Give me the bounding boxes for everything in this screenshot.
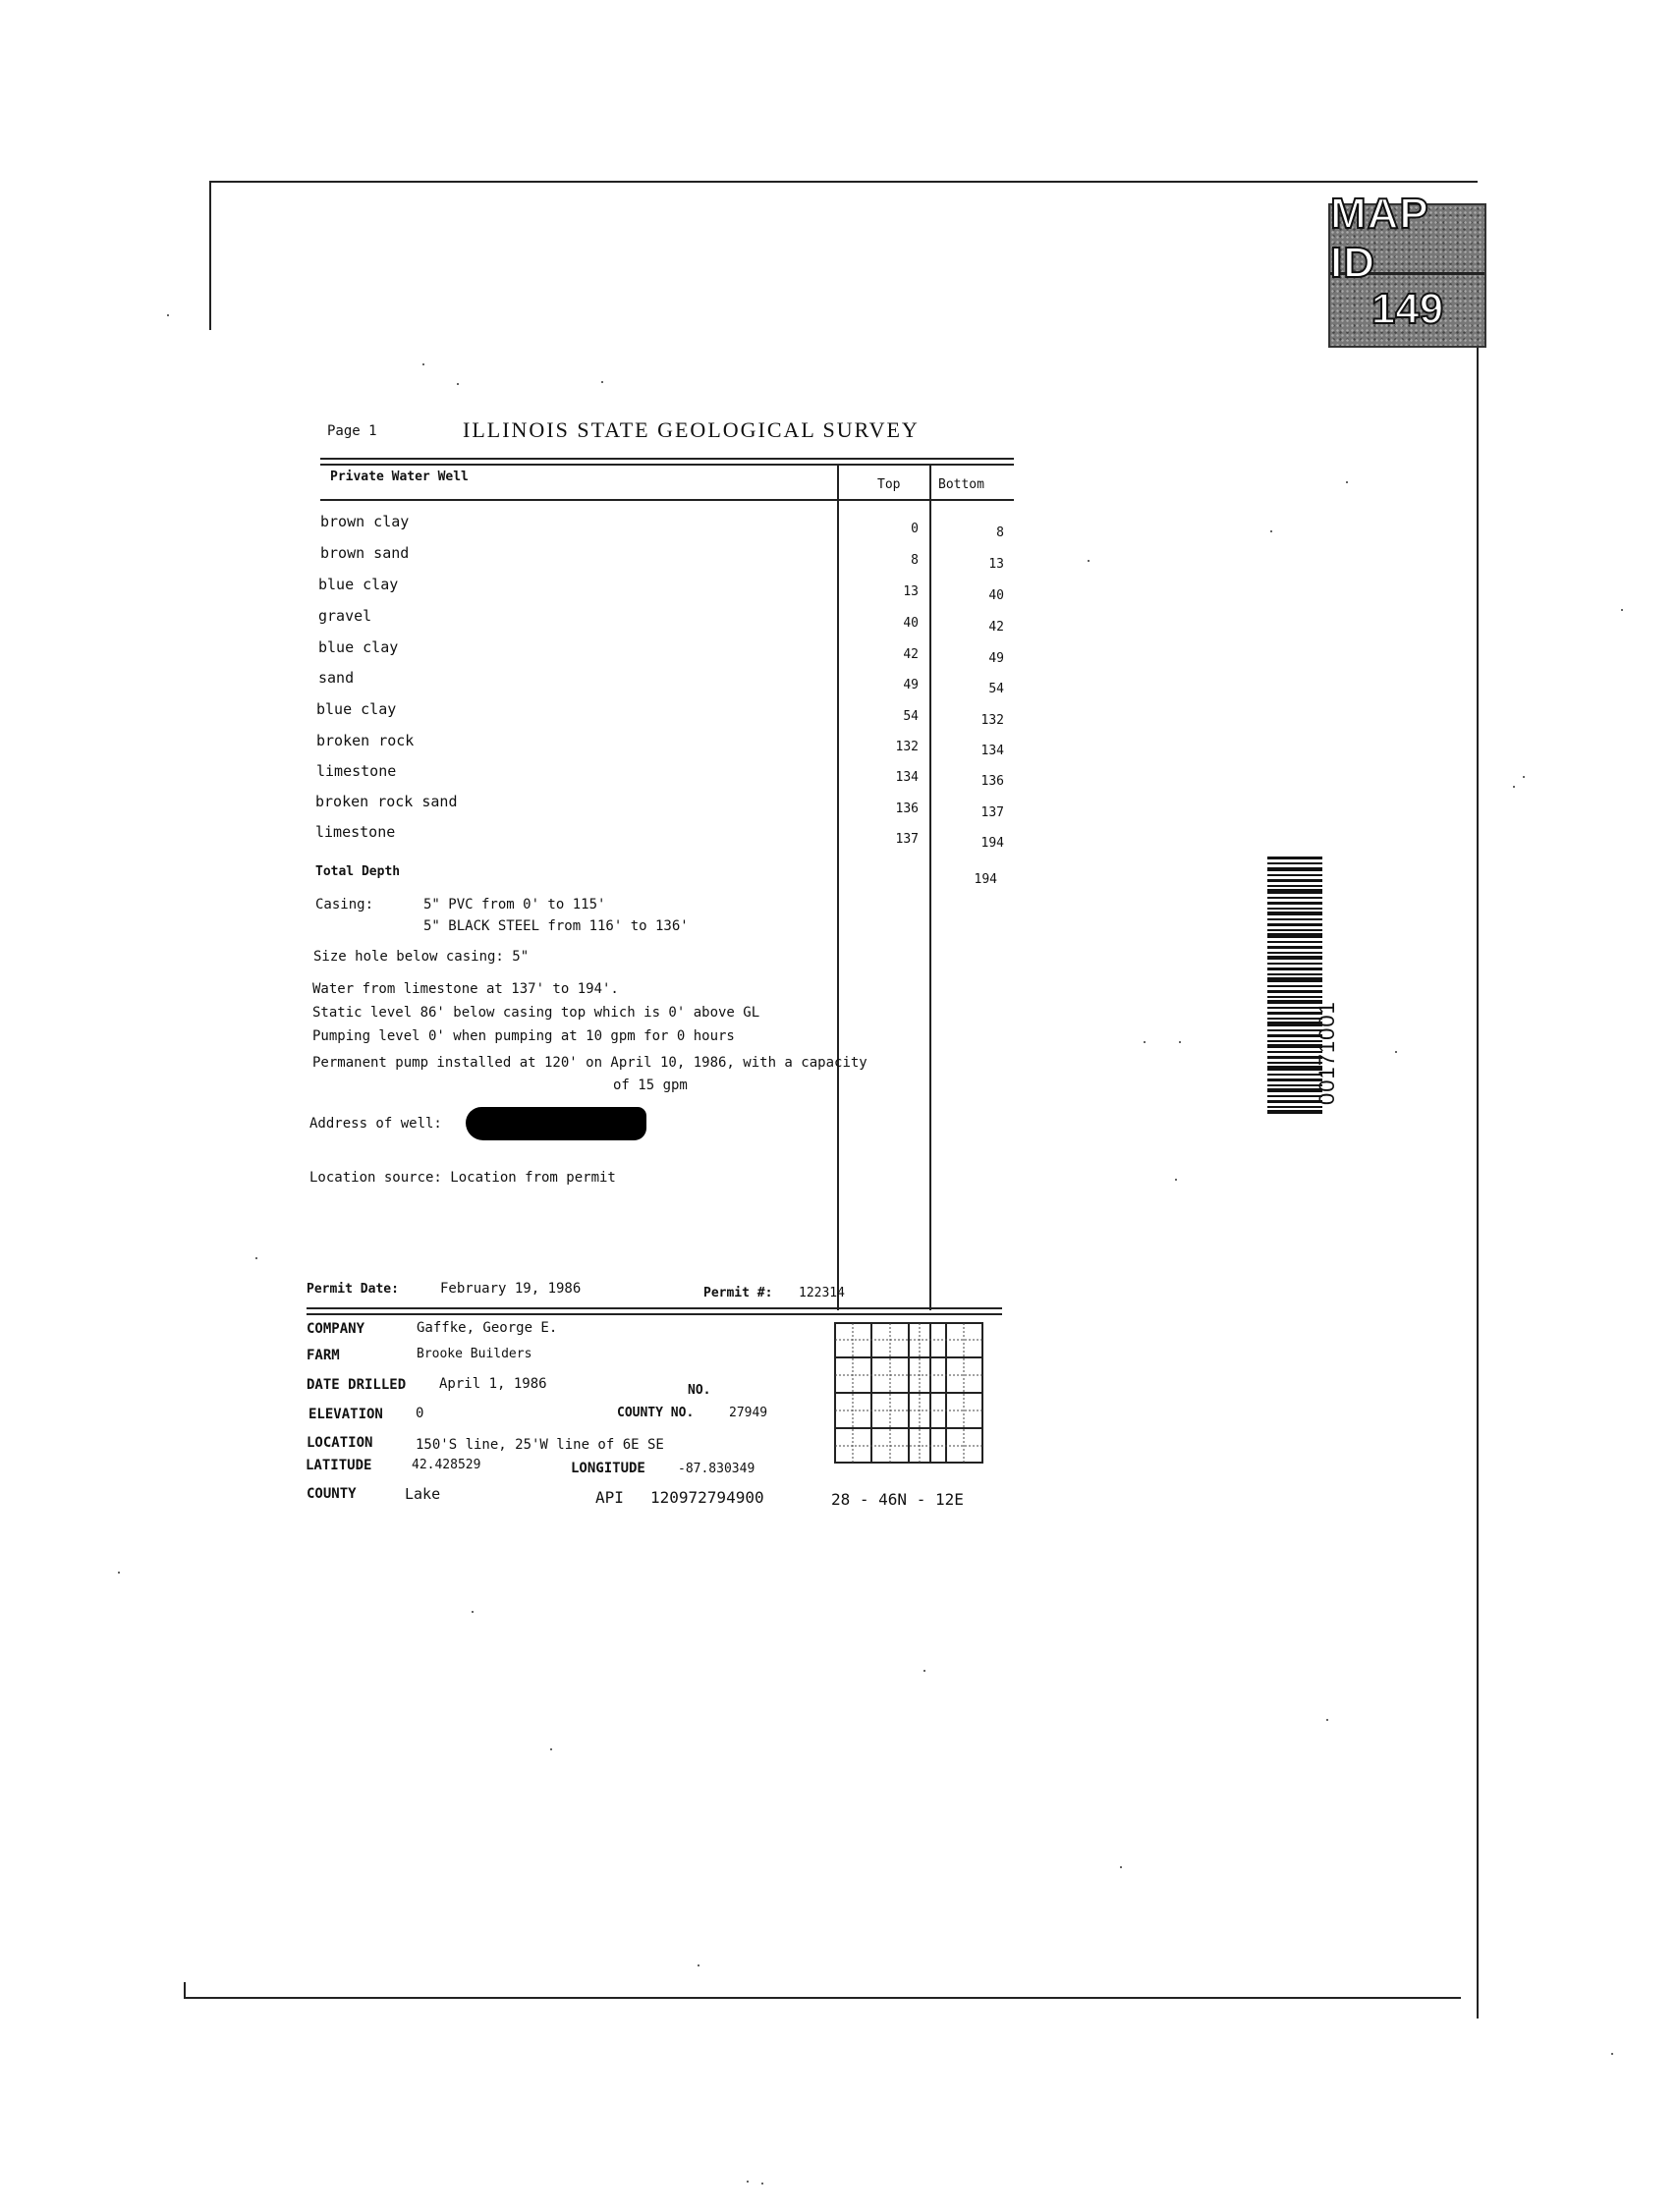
- township-range: 28 - 46N - 12E: [831, 1490, 964, 1509]
- column-header-label: Private Water Well: [330, 470, 469, 484]
- casing-label: Casing:: [315, 897, 374, 912]
- section-grid: [834, 1322, 985, 1465]
- strata-label: sand: [318, 669, 355, 687]
- column-header-top: Top: [877, 477, 901, 492]
- strata-label: limestone: [316, 762, 397, 780]
- header-rule-1: [320, 458, 1014, 460]
- strata-label: broken rock: [316, 732, 415, 749]
- county-no-value: 27949: [729, 1406, 768, 1420]
- strata-bottom: 42: [988, 620, 1004, 635]
- page-frame-bottom: [184, 1997, 1461, 1999]
- bottom-column-divider: [929, 464, 931, 1310]
- casing-line-2: 5" BLACK STEEL from 116' to 136': [423, 918, 689, 934]
- total-depth-label: Total Depth: [315, 864, 401, 879]
- total-depth-value: 194: [974, 872, 997, 887]
- redacted-address: [466, 1107, 646, 1140]
- no-label: NO.: [688, 1383, 711, 1398]
- strata-bottom: 134: [980, 744, 1004, 758]
- size-hole: Size hole below casing: 5": [313, 949, 530, 965]
- strata-top: 49: [903, 678, 919, 692]
- strata-top: 13: [903, 584, 919, 599]
- strata-bottom: 54: [988, 682, 1004, 696]
- company-value: Gaffke, George E.: [417, 1320, 558, 1336]
- address-label: Address of well:: [309, 1116, 442, 1132]
- elevation-label: ELEVATION: [308, 1407, 383, 1422]
- survey-title: ILLINOIS STATE GEOLOGICAL SURVEY: [463, 417, 920, 442]
- farm-value: Brooke Builders: [417, 1347, 532, 1361]
- location-label: LOCATION: [307, 1435, 373, 1451]
- latitude-label: LATITUDE: [306, 1458, 372, 1473]
- map-id-number: 149: [1370, 285, 1444, 333]
- strata-top: 136: [895, 802, 919, 816]
- page-number: Page 1: [327, 423, 377, 439]
- longitude-label: LONGITUDE: [571, 1461, 645, 1476]
- strata-label: brown sand: [320, 544, 410, 562]
- strata-label: broken rock sand: [315, 793, 458, 810]
- page-frame-right: [1477, 226, 1479, 2018]
- permit-date-label: Permit Date:: [307, 1282, 399, 1297]
- api-label: API: [595, 1488, 624, 1507]
- barcode-number: 00171001: [1314, 1001, 1339, 1105]
- strata-top: 134: [895, 770, 919, 785]
- county-no-label: COUNTY NO.: [617, 1406, 695, 1420]
- strata-bottom: 40: [988, 588, 1004, 603]
- strata-label: brown clay: [320, 513, 410, 530]
- strata-bottom: 49: [988, 651, 1004, 666]
- strata-top: 137: [895, 832, 919, 847]
- strata-bottom: 137: [980, 805, 1004, 820]
- elevation-value: 0: [416, 1406, 424, 1421]
- location-source: Location source: Location from permit: [309, 1170, 616, 1186]
- strata-bottom: 136: [980, 774, 1004, 789]
- date-drilled-value: April 1, 1986: [439, 1376, 547, 1392]
- page-frame-left: [209, 181, 211, 330]
- page-frame-top: [210, 181, 1478, 183]
- strata-bottom: 194: [980, 836, 1004, 851]
- latitude-value: 42.428529: [412, 1458, 481, 1472]
- strata-top: 40: [903, 616, 919, 631]
- footer-rule-2: [307, 1313, 1002, 1315]
- strata-bottom: 13: [988, 557, 1004, 572]
- map-id-stamp: [1328, 190, 1486, 348]
- company-label: COMPANY: [307, 1321, 365, 1337]
- map-id-label: MAP ID: [1330, 205, 1484, 275]
- strata-label: blue clay: [318, 576, 399, 593]
- farm-label: FARM: [307, 1348, 340, 1363]
- pump-line-2: of 15 gpm: [613, 1078, 688, 1093]
- footer-rule-1: [307, 1307, 1002, 1309]
- strata-label: blue clay: [316, 700, 397, 718]
- strata-bottom: 8: [996, 525, 1004, 540]
- county-value: Lake: [405, 1485, 441, 1503]
- permit-number-value: 122314: [799, 1286, 845, 1300]
- location-value: 150'S line, 25'W line of 6E SE: [416, 1437, 664, 1453]
- permit-number-label: Permit #:: [703, 1286, 773, 1300]
- strata-top: 42: [903, 647, 919, 662]
- date-drilled-label: DATE DRILLED: [307, 1377, 407, 1393]
- county-label: COUNTY: [307, 1486, 357, 1502]
- strata-top: 0: [911, 522, 919, 536]
- strata-label: blue clay: [318, 638, 399, 656]
- longitude-value: -87.830349: [678, 1462, 755, 1476]
- pump-line-1: Permanent pump installed at 120' on April 10, 1986, with a capacity: [312, 1055, 867, 1071]
- header-rule-3: [320, 499, 1014, 501]
- strata-top: 132: [895, 740, 919, 754]
- strata-label: limestone: [315, 823, 396, 841]
- column-header-bottom: Bottom: [938, 477, 984, 492]
- casing-line-1: 5" PVC from 0' to 115': [423, 897, 606, 912]
- water-from: Water from limestone at 137' to 194'.: [312, 981, 619, 997]
- strata-label: gravel: [318, 607, 372, 625]
- strata-top: 8: [911, 553, 919, 568]
- static-level: Static level 86' below casing top which is 0' above GL: [312, 1005, 760, 1021]
- page-frame-corner: [184, 1982, 186, 1998]
- top-column-divider: [837, 464, 839, 1310]
- permit-date-value: February 19, 1986: [440, 1281, 582, 1297]
- api-value: 120972794900: [650, 1488, 764, 1507]
- strata-top: 54: [903, 709, 919, 724]
- header-rule-2: [320, 464, 1014, 466]
- strata-bottom: 132: [980, 713, 1004, 728]
- pumping-level: Pumping level 0' when pumping at 10 gpm for 0 hours: [312, 1028, 735, 1044]
